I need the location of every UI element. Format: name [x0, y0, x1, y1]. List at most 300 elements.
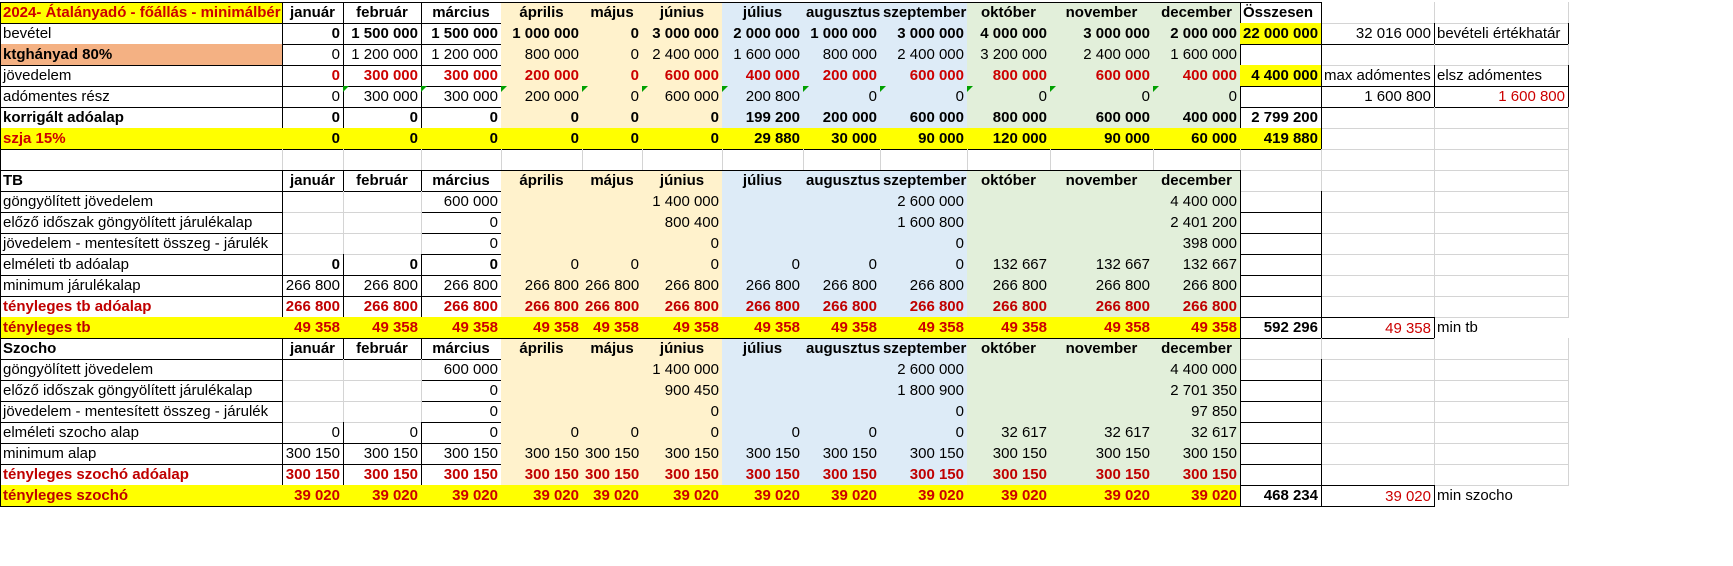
value-cell[interactable]: 0: [343, 107, 422, 129]
value-cell[interactable]: 300 000: [343, 86, 422, 108]
month-header-7[interactable]: július: [722, 2, 804, 24]
value-cell[interactable]: 1 800 900: [880, 380, 968, 402]
month-header-4[interactable]: április: [501, 338, 583, 360]
value-cell[interactable]: 0: [803, 86, 881, 108]
value-cell[interactable]: 49 358: [642, 317, 723, 339]
value-cell[interactable]: 4 400 000: [1153, 191, 1241, 213]
month-header-5[interactable]: május: [582, 2, 643, 24]
value-cell[interactable]: 39 020: [722, 485, 804, 507]
value-cell[interactable]: 0: [501, 107, 583, 129]
value-cell[interactable]: [1050, 359, 1154, 381]
value-cell[interactable]: 0: [582, 23, 643, 45]
value-cell[interactable]: 3 000 000: [1050, 23, 1154, 45]
total-header[interactable]: Összesen: [1240, 2, 1322, 24]
value-cell[interactable]: [1050, 401, 1154, 423]
value-cell[interactable]: 97 850: [1153, 401, 1241, 423]
empty-cell[interactable]: [1321, 338, 1435, 360]
month-header-2[interactable]: február: [343, 170, 422, 192]
value-cell[interactable]: [967, 380, 1051, 402]
value-cell[interactable]: 39 020: [282, 485, 344, 507]
value-cell[interactable]: 266 800: [582, 275, 643, 297]
value-cell[interactable]: [343, 233, 422, 255]
value-cell[interactable]: 266 800: [421, 275, 502, 297]
month-header-3[interactable]: március: [421, 170, 502, 192]
empty-cell[interactable]: [1434, 464, 1569, 486]
value-cell[interactable]: 4 000 000: [967, 23, 1051, 45]
side-cell[interactable]: elsz adómentes: [1434, 65, 1569, 87]
value-cell[interactable]: 0: [582, 65, 643, 87]
value-cell[interactable]: 2 400 000: [1050, 44, 1154, 66]
value-cell[interactable]: 0: [501, 254, 583, 276]
month-header-3[interactable]: március: [421, 2, 502, 24]
empty-cell[interactable]: [803, 149, 881, 171]
side-cell[interactable]: [1434, 44, 1569, 66]
side-cell[interactable]: [1434, 128, 1569, 150]
value-cell[interactable]: 266 800: [642, 275, 723, 297]
value-cell[interactable]: [582, 212, 643, 234]
value-cell[interactable]: [803, 233, 881, 255]
value-cell[interactable]: [343, 359, 422, 381]
month-header-6[interactable]: június: [642, 170, 723, 192]
section-title[interactable]: Szocho: [0, 338, 283, 360]
value-cell[interactable]: 0: [642, 401, 723, 423]
value-cell[interactable]: 39 020: [421, 485, 502, 507]
value-cell[interactable]: [722, 359, 804, 381]
value-cell[interactable]: 90 000: [1050, 128, 1154, 150]
value-cell[interactable]: 200 000: [501, 65, 583, 87]
value-cell[interactable]: 1 000 000: [803, 23, 881, 45]
value-cell[interactable]: 39 020: [1050, 485, 1154, 507]
value-cell[interactable]: [282, 191, 344, 213]
empty-cell[interactable]: [642, 149, 723, 171]
side-cell[interactable]: 1 600 800: [1434, 86, 1569, 108]
value-cell[interactable]: 0: [803, 254, 881, 276]
value-cell[interactable]: [501, 233, 583, 255]
value-cell[interactable]: 0: [582, 422, 643, 444]
value-cell[interactable]: 0: [722, 422, 804, 444]
value-cell[interactable]: 0: [282, 107, 344, 129]
value-cell[interactable]: 132 667: [1153, 254, 1241, 276]
empty-cell[interactable]: [1321, 149, 1435, 171]
value-cell[interactable]: 300 150: [282, 464, 344, 486]
month-header-9[interactable]: szeptember: [880, 2, 968, 24]
value-cell[interactable]: 2 000 000: [1153, 23, 1241, 45]
total-cell[interactable]: 4 400 000: [1240, 65, 1322, 87]
value-cell[interactable]: 49 358: [880, 317, 968, 339]
empty-cell[interactable]: [1153, 149, 1241, 171]
empty-cell[interactable]: [1434, 443, 1569, 465]
value-cell[interactable]: 600 000: [1050, 107, 1154, 129]
value-cell[interactable]: 4 400 000: [1153, 359, 1241, 381]
empty-cell[interactable]: [1434, 380, 1569, 402]
empty-cell[interactable]: [1321, 359, 1435, 381]
row-label[interactable]: tényleges szochó adóalap: [0, 464, 283, 486]
total-cell[interactable]: [1240, 233, 1322, 255]
value-cell[interactable]: 300 000: [421, 65, 502, 87]
value-cell[interactable]: [343, 191, 422, 213]
value-cell[interactable]: 800 000: [967, 107, 1051, 129]
row-label[interactable]: göngyölített jövedelem: [0, 359, 283, 381]
value-cell[interactable]: [722, 191, 804, 213]
value-cell[interactable]: 3 200 000: [967, 44, 1051, 66]
value-cell[interactable]: 90 000: [880, 128, 968, 150]
empty-cell[interactable]: [1321, 170, 1435, 192]
value-cell[interactable]: 0: [421, 212, 502, 234]
value-cell[interactable]: 398 000: [1153, 233, 1241, 255]
month-header-5[interactable]: május: [582, 338, 643, 360]
value-cell[interactable]: 0: [282, 44, 344, 66]
value-cell[interactable]: 266 800: [343, 275, 422, 297]
side-cell[interactable]: min tb: [1437, 319, 1478, 336]
row-label[interactable]: jövedelem: [0, 65, 283, 87]
month-header-1[interactable]: január: [282, 2, 344, 24]
value-cell[interactable]: 0: [421, 422, 502, 444]
total-cell[interactable]: [1240, 296, 1322, 318]
empty-cell[interactable]: [1321, 296, 1435, 318]
value-cell[interactable]: [967, 212, 1051, 234]
value-cell[interactable]: 2 000 000: [722, 23, 804, 45]
value-cell[interactable]: 0: [880, 233, 968, 255]
value-cell[interactable]: 0: [343, 422, 422, 444]
month-header-1[interactable]: január: [282, 170, 344, 192]
row-label[interactable]: tényleges tb: [0, 317, 283, 339]
month-header-2[interactable]: február: [343, 2, 422, 24]
value-cell[interactable]: 266 800: [967, 275, 1051, 297]
value-cell[interactable]: 800 400: [642, 212, 723, 234]
total-cell[interactable]: [1240, 191, 1322, 213]
total-cell[interactable]: [1240, 254, 1322, 276]
empty-cell[interactable]: [1321, 464, 1435, 486]
value-cell[interactable]: 39 020: [803, 485, 881, 507]
month-header-10[interactable]: október: [967, 2, 1051, 24]
total-cell[interactable]: [1240, 401, 1322, 423]
value-cell[interactable]: 0: [803, 422, 881, 444]
row-label[interactable]: korrigált adóalap: [0, 107, 283, 129]
value-cell[interactable]: 2 400 000: [642, 44, 723, 66]
month-header-11[interactable]: november: [1050, 2, 1154, 24]
value-cell[interactable]: 3 000 000: [642, 23, 723, 45]
value-cell[interactable]: 266 800: [803, 296, 881, 318]
value-cell[interactable]: 49 358: [1153, 317, 1241, 339]
value-cell[interactable]: 39 020: [967, 485, 1051, 507]
value-cell[interactable]: 266 800: [722, 296, 804, 318]
total-cell[interactable]: [1240, 443, 1322, 465]
empty-cell[interactable]: [1321, 233, 1435, 255]
month-header-7[interactable]: július: [722, 170, 804, 192]
month-header-8[interactable]: augusztus: [803, 2, 881, 24]
value-cell[interactable]: [282, 212, 344, 234]
value-cell[interactable]: 600 000: [880, 65, 968, 87]
value-cell[interactable]: 0: [1050, 86, 1154, 108]
value-cell[interactable]: 800 000: [967, 65, 1051, 87]
side-cell[interactable]: bevételi értékhatár: [1434, 23, 1569, 45]
value-cell[interactable]: 300 150: [582, 464, 643, 486]
value-cell[interactable]: 300 150: [880, 443, 968, 465]
empty-cell[interactable]: [1434, 401, 1569, 423]
side-cell[interactable]: [1321, 107, 1435, 129]
value-cell[interactable]: 0: [282, 254, 344, 276]
value-cell[interactable]: 0: [421, 107, 502, 129]
empty-cell[interactable]: [1434, 191, 1569, 213]
value-cell[interactable]: 0: [343, 128, 422, 150]
value-cell[interactable]: 49 358: [343, 317, 422, 339]
empty-cell[interactable]: [1240, 149, 1322, 171]
value-cell[interactable]: 49 358: [722, 317, 804, 339]
empty-cell[interactable]: [1321, 212, 1435, 234]
value-cell[interactable]: 2 401 200: [1153, 212, 1241, 234]
value-cell[interactable]: 300 000: [421, 86, 502, 108]
month-header-6[interactable]: június: [642, 338, 723, 360]
total-cell[interactable]: [1240, 422, 1322, 444]
value-cell[interactable]: 39 020: [343, 485, 422, 507]
value-cell[interactable]: 300 150: [343, 443, 422, 465]
value-cell[interactable]: 0: [880, 86, 968, 108]
empty-cell[interactable]: [1434, 212, 1569, 234]
value-cell[interactable]: 300 150: [1050, 443, 1154, 465]
value-cell[interactable]: 300 150: [1153, 464, 1241, 486]
value-cell[interactable]: 1 600 000: [722, 44, 804, 66]
value-cell[interactable]: [501, 212, 583, 234]
side-cell[interactable]: [1321, 44, 1435, 66]
value-cell[interactable]: 266 800: [501, 275, 583, 297]
month-header-12[interactable]: december: [1153, 2, 1241, 24]
value-cell[interactable]: 0: [582, 128, 643, 150]
value-cell[interactable]: 39 020: [582, 485, 643, 507]
value-cell[interactable]: [1050, 380, 1154, 402]
empty-cell[interactable]: [1321, 275, 1435, 297]
value-cell[interactable]: 300 150: [1153, 443, 1241, 465]
value-cell[interactable]: 266 800: [582, 296, 643, 318]
value-cell[interactable]: 0: [282, 23, 344, 45]
value-cell[interactable]: 2 400 000: [880, 44, 968, 66]
empty-cell[interactable]: [501, 149, 583, 171]
value-cell[interactable]: 2 600 000: [880, 359, 968, 381]
empty-cell[interactable]: [1434, 422, 1569, 444]
value-cell[interactable]: 0: [642, 422, 723, 444]
total-cell[interactable]: [1240, 275, 1322, 297]
side-cell[interactable]: min szocho: [1437, 487, 1513, 504]
value-cell[interactable]: 49 358: [803, 317, 881, 339]
empty-cell[interactable]: [282, 149, 344, 171]
month-header-3[interactable]: március: [421, 338, 502, 360]
value-cell[interactable]: 300 150: [282, 443, 344, 465]
value-cell[interactable]: 39 020: [501, 485, 583, 507]
empty-cell[interactable]: [1050, 149, 1154, 171]
value-cell[interactable]: [582, 380, 643, 402]
row-label[interactable]: göngyölített jövedelem: [0, 191, 283, 213]
value-cell[interactable]: 132 667: [1050, 254, 1154, 276]
value-cell[interactable]: 200 000: [803, 107, 881, 129]
value-cell[interactable]: 0: [642, 233, 723, 255]
value-cell[interactable]: 49 358: [421, 317, 502, 339]
total-cell[interactable]: 468 234: [1240, 485, 1322, 507]
value-cell[interactable]: 1 000 000: [501, 23, 583, 45]
total-cell[interactable]: 22 000 000: [1240, 23, 1322, 45]
value-cell[interactable]: 0: [421, 401, 502, 423]
empty-cell[interactable]: [1321, 443, 1435, 465]
total-cell[interactable]: 592 296: [1240, 317, 1322, 339]
value-cell[interactable]: 0: [967, 86, 1051, 108]
side-cell[interactable]: 39 020: [1321, 485, 1435, 507]
row-label[interactable]: ktghányad 80%: [0, 44, 283, 66]
value-cell[interactable]: [282, 401, 344, 423]
value-cell[interactable]: 400 000: [722, 65, 804, 87]
value-cell[interactable]: 300 150: [582, 443, 643, 465]
value-cell[interactable]: [582, 233, 643, 255]
value-cell[interactable]: [722, 212, 804, 234]
value-cell[interactable]: [803, 380, 881, 402]
row-label[interactable]: tényleges tb adóalap: [0, 296, 283, 318]
value-cell[interactable]: 32 617: [1153, 422, 1241, 444]
value-cell[interactable]: 0: [421, 380, 502, 402]
month-header-11[interactable]: november: [1050, 338, 1154, 360]
empty-cell[interactable]: [1240, 338, 1322, 360]
empty-cell[interactable]: [1434, 2, 1569, 24]
value-cell[interactable]: 1 400 000: [642, 359, 723, 381]
value-cell[interactable]: 900 450: [642, 380, 723, 402]
value-cell[interactable]: 300 150: [642, 464, 723, 486]
empty-cell[interactable]: [1240, 170, 1322, 192]
row-label[interactable]: tényleges szochó: [0, 485, 283, 507]
value-cell[interactable]: 49 358: [501, 317, 583, 339]
value-cell[interactable]: 400 000: [1153, 107, 1241, 129]
value-cell[interactable]: [582, 191, 643, 213]
value-cell[interactable]: 0: [282, 86, 344, 108]
value-cell[interactable]: [803, 191, 881, 213]
row-label[interactable]: előző időszak göngyölített járulékalap: [0, 212, 283, 234]
value-cell[interactable]: 1 500 000: [343, 23, 422, 45]
value-cell[interactable]: 600 000: [642, 65, 723, 87]
value-cell[interactable]: 1 600 000: [1153, 44, 1241, 66]
empty-cell[interactable]: [1321, 191, 1435, 213]
side-cell[interactable]: 32 016 000: [1321, 23, 1435, 45]
value-cell[interactable]: 266 800: [722, 275, 804, 297]
value-cell[interactable]: 0: [421, 128, 502, 150]
value-cell[interactable]: 300 000: [343, 65, 422, 87]
value-cell[interactable]: [1050, 233, 1154, 255]
value-cell[interactable]: 0: [501, 422, 583, 444]
value-cell[interactable]: 266 800: [967, 296, 1051, 318]
month-header-1[interactable]: január: [282, 338, 344, 360]
empty-cell[interactable]: [1434, 149, 1569, 171]
value-cell[interactable]: 266 800: [803, 275, 881, 297]
side-cell[interactable]: max adómentes: [1321, 65, 1435, 87]
value-cell[interactable]: 300 150: [421, 464, 502, 486]
empty-cell[interactable]: [1434, 275, 1569, 297]
value-cell[interactable]: 0: [722, 254, 804, 276]
value-cell[interactable]: 600 000: [642, 86, 723, 108]
row-label[interactable]: adómentes rész: [0, 86, 283, 108]
total-cell[interactable]: [1240, 44, 1322, 66]
value-cell[interactable]: 300 150: [421, 443, 502, 465]
month-header-8[interactable]: augusztus: [803, 170, 881, 192]
value-cell[interactable]: 49 358: [582, 317, 643, 339]
month-header-6[interactable]: június: [642, 2, 723, 24]
month-header-11[interactable]: november: [1050, 170, 1154, 192]
value-cell[interactable]: 600 000: [421, 359, 502, 381]
value-cell[interactable]: [722, 380, 804, 402]
value-cell[interactable]: 30 000: [803, 128, 881, 150]
empty-cell[interactable]: [1321, 2, 1435, 24]
value-cell[interactable]: 266 800: [880, 296, 968, 318]
value-cell[interactable]: 300 150: [343, 464, 422, 486]
value-cell[interactable]: [501, 359, 583, 381]
value-cell[interactable]: 0: [421, 254, 502, 276]
empty-cell[interactable]: [1321, 254, 1435, 276]
value-cell[interactable]: 1 200 000: [421, 44, 502, 66]
value-cell[interactable]: 49 358: [967, 317, 1051, 339]
month-header-4[interactable]: április: [501, 2, 583, 24]
value-cell[interactable]: [1050, 191, 1154, 213]
empty-cell[interactable]: [582, 149, 643, 171]
section-title[interactable]: 2024- Átalányadó - főállás - minimálbér: [0, 2, 283, 24]
value-cell[interactable]: 0: [343, 254, 422, 276]
empty-cell[interactable]: [967, 149, 1051, 171]
value-cell[interactable]: 300 150: [967, 443, 1051, 465]
value-cell[interactable]: [343, 212, 422, 234]
empty-cell[interactable]: [1434, 296, 1569, 318]
value-cell[interactable]: 200 000: [803, 65, 881, 87]
value-cell[interactable]: [967, 233, 1051, 255]
value-cell[interactable]: 200 000: [501, 86, 583, 108]
value-cell[interactable]: [501, 191, 583, 213]
empty-cell[interactable]: [421, 149, 502, 171]
value-cell[interactable]: 800 000: [501, 44, 583, 66]
value-cell[interactable]: 300 150: [722, 464, 804, 486]
empty-cell[interactable]: [880, 149, 968, 171]
value-cell[interactable]: 300 150: [803, 443, 881, 465]
empty-cell[interactable]: [1321, 380, 1435, 402]
total-cell[interactable]: [1240, 86, 1322, 108]
value-cell[interactable]: [803, 359, 881, 381]
value-cell[interactable]: [582, 359, 643, 381]
value-cell[interactable]: 1 200 000: [343, 44, 422, 66]
total-cell[interactable]: [1240, 464, 1322, 486]
empty-cell[interactable]: [722, 149, 804, 171]
value-cell[interactable]: 200 800: [722, 86, 804, 108]
empty-cell[interactable]: [1434, 233, 1569, 255]
month-header-8[interactable]: augusztus: [803, 338, 881, 360]
side-cell[interactable]: 49 358: [1321, 317, 1435, 339]
month-header-2[interactable]: február: [343, 338, 422, 360]
row-label[interactable]: jövedelem - mentesített összeg - járulék: [0, 401, 283, 423]
value-cell[interactable]: 0: [582, 107, 643, 129]
value-cell[interactable]: 0: [421, 233, 502, 255]
month-header-4[interactable]: április: [501, 170, 583, 192]
value-cell[interactable]: 600 000: [880, 107, 968, 129]
value-cell[interactable]: 1 500 000: [421, 23, 502, 45]
empty-cell[interactable]: [1434, 254, 1569, 276]
value-cell[interactable]: 600 000: [421, 191, 502, 213]
value-cell[interactable]: [282, 233, 344, 255]
value-cell[interactable]: 266 800: [642, 296, 723, 318]
value-cell[interactable]: 0: [642, 107, 723, 129]
empty-cell[interactable]: [1434, 338, 1569, 360]
value-cell[interactable]: 0: [880, 422, 968, 444]
value-cell[interactable]: [282, 380, 344, 402]
side-cell[interactable]: 1 600 800: [1321, 86, 1435, 108]
value-cell[interactable]: 32 617: [1050, 422, 1154, 444]
value-cell[interactable]: 400 000: [1153, 65, 1241, 87]
value-cell[interactable]: 1 600 800: [880, 212, 968, 234]
value-cell[interactable]: 49 358: [282, 317, 344, 339]
value-cell[interactable]: 29 880: [722, 128, 804, 150]
value-cell[interactable]: 266 800: [282, 275, 344, 297]
value-cell[interactable]: [1050, 212, 1154, 234]
value-cell[interactable]: 266 800: [1050, 296, 1154, 318]
row-label[interactable]: elméleti tb adóalap: [0, 254, 283, 276]
month-header-9[interactable]: szeptember: [880, 338, 968, 360]
